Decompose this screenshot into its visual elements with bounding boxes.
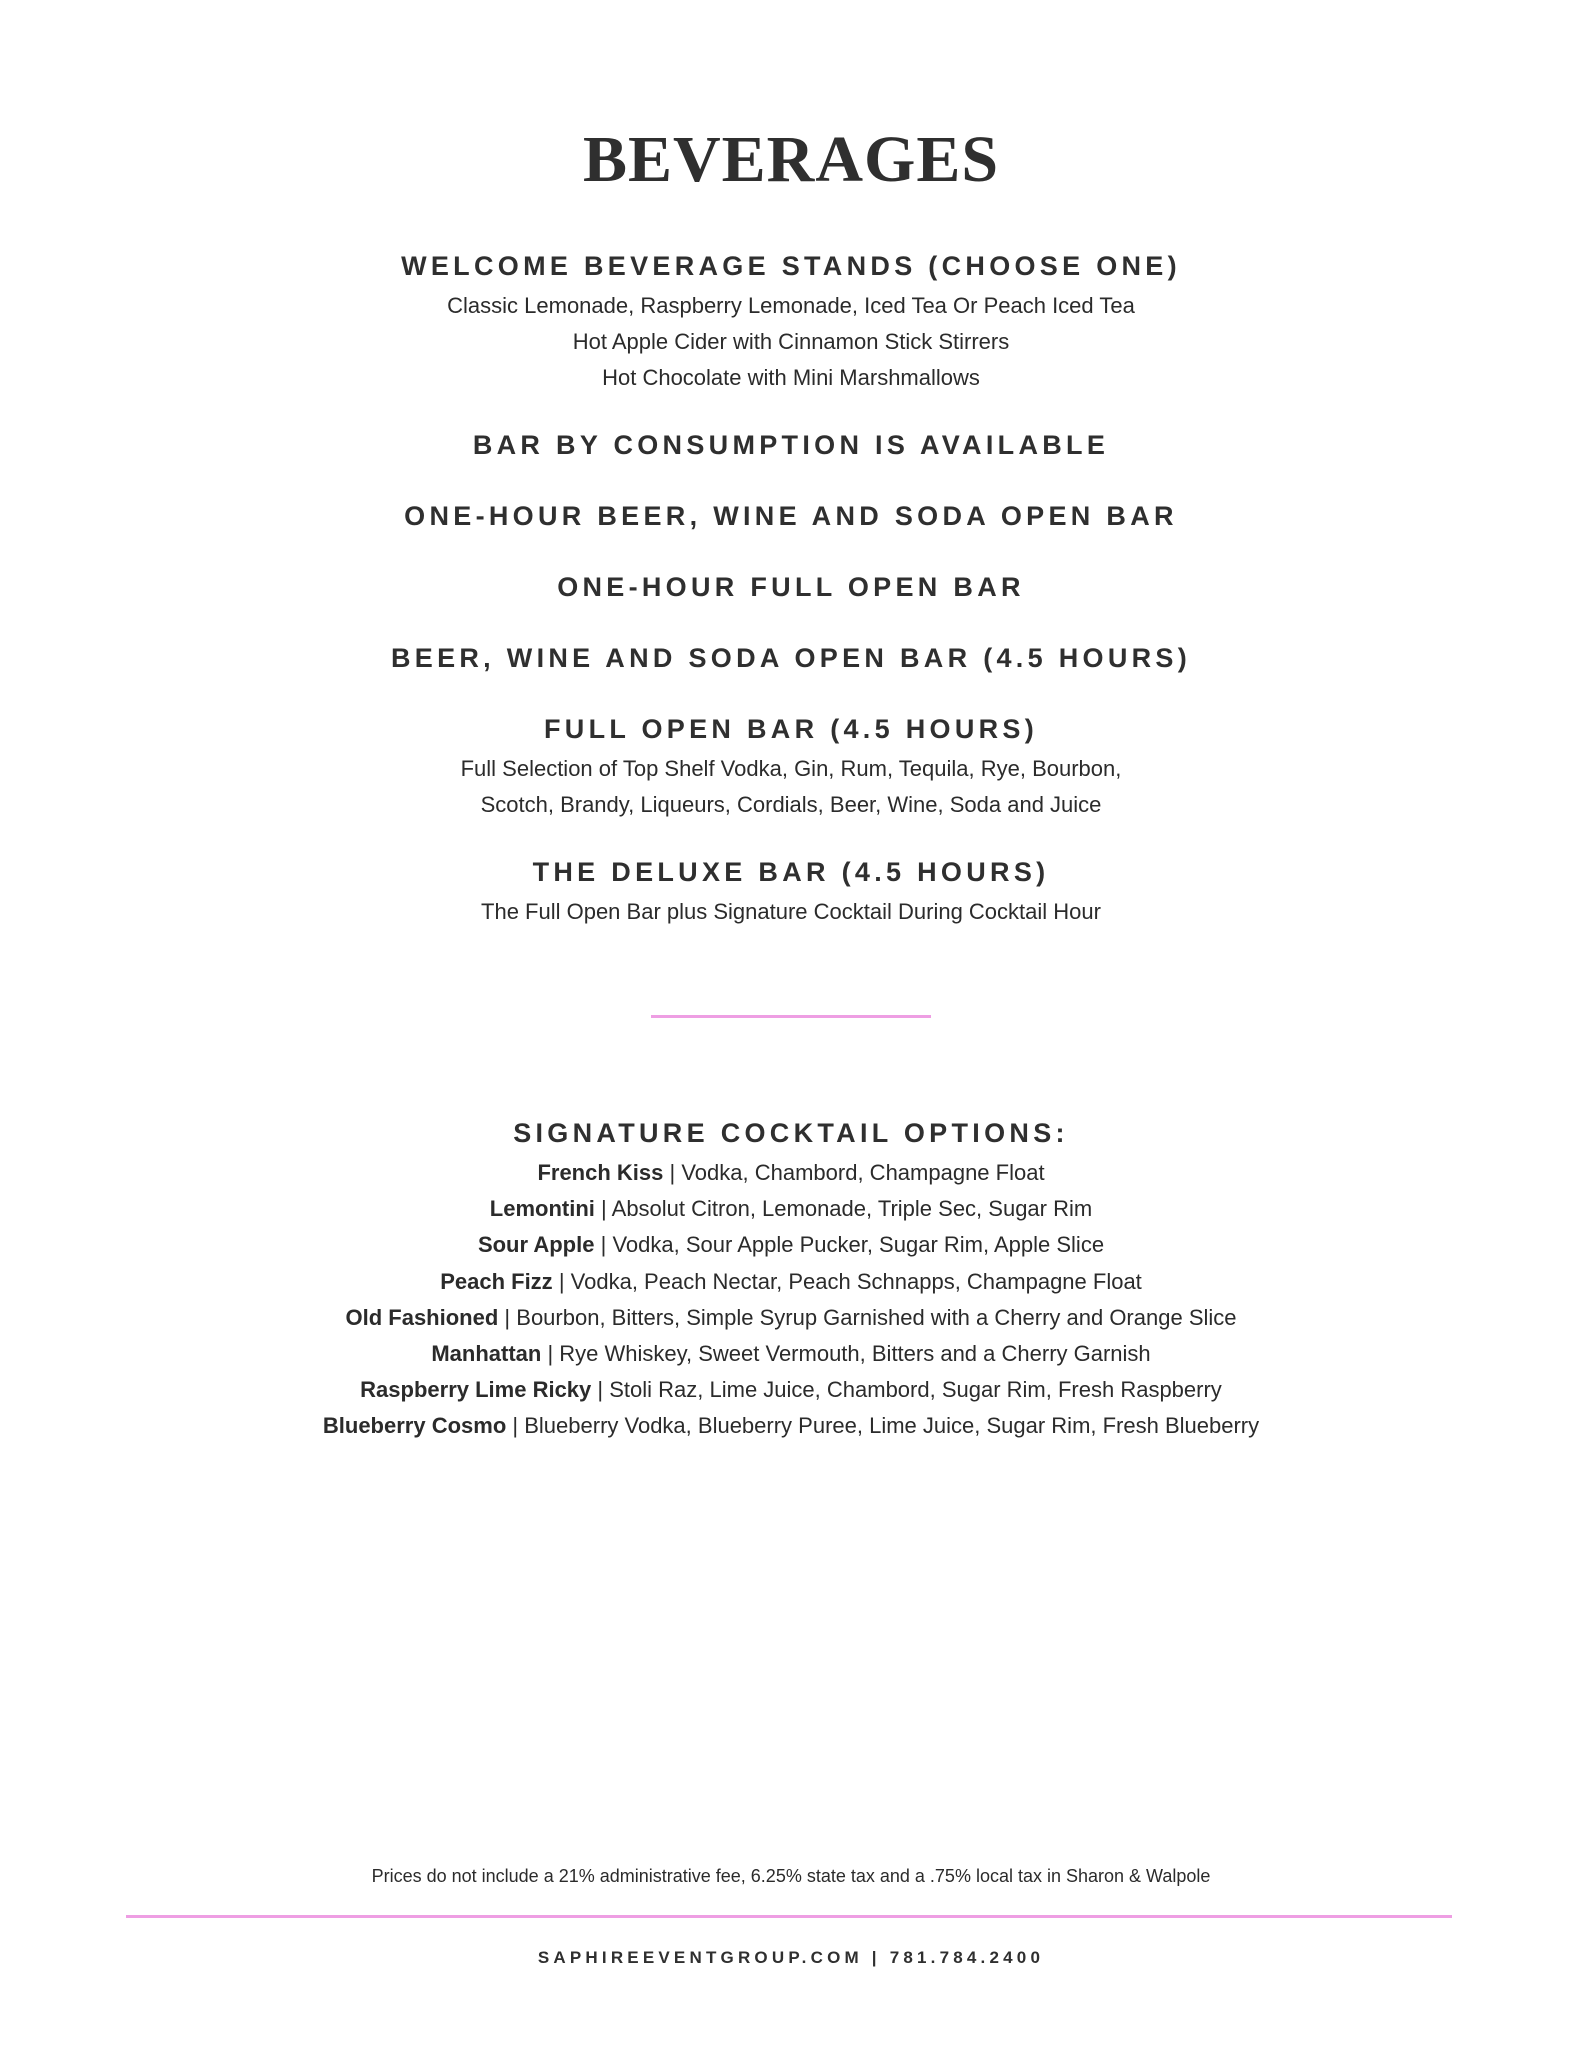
footer-separator: |	[871, 1948, 881, 1967]
cocktail-description: Vodka, Sour Apple Pucker, Sugar Rim, Apple Slice	[612, 1232, 1105, 1258]
cocktail-item	[0, 1191, 1582, 1227]
pricing-disclaimer: Prices do not include a 21% administrative fee, 6.25% state tax and a .75% local tax in Sharon & Walpole	[371, 1866, 1211, 1886]
section-deluxe-bar	[0, 850, 1582, 930]
cocktail-separator: |	[558, 1268, 565, 1294]
cocktail-separator: |	[601, 1196, 607, 1222]
section-divider	[651, 1015, 931, 1018]
cocktail-item	[0, 1336, 1582, 1372]
page-title: BEVERAGES	[582, 123, 1000, 196]
cocktail-separator: |	[547, 1341, 554, 1367]
section-bar-by-consumption	[0, 423, 1582, 467]
section-beer-wine-soda-open-bar	[0, 636, 1582, 680]
menu-content	[0, 244, 1582, 1445]
section-heading: SIGNATURE COCKTAIL OPTIONS:	[513, 1118, 1069, 1148]
cocktail-name: French Kiss	[537, 1160, 664, 1185]
section-full-open-bar	[0, 707, 1582, 823]
cocktail-description: Stoli Raz, Lime Juice, Chambord, Sugar Rim, Fresh Raspberry	[609, 1377, 1222, 1403]
phone-number[interactable]: 781.784.2400	[889, 1948, 1045, 1967]
footer-contact	[0, 1948, 1582, 1968]
cocktail-name: Old Fashioned	[345, 1304, 499, 1330]
signature-cocktails	[0, 1111, 1582, 1445]
section-line: Hot Chocolate with Mini Marshmallows	[602, 365, 980, 390]
cocktail-description: Bourbon, Bitters, Simple Syrup Garnished with a Cherry and Orange Slice	[516, 1304, 1237, 1330]
cocktail-item	[0, 1155, 1582, 1191]
cocktail-separator: |	[512, 1413, 519, 1439]
section-line: Scotch, Brandy, Liqueurs, Cordials, Beer, Wine, Soda and Juice	[480, 792, 1102, 817]
section-heading: BEER, WINE AND SODA OPEN BAR (4.5 HOURS)	[390, 643, 1192, 673]
cocktail-separator: |	[600, 1232, 607, 1258]
section-one-hour-full-open-bar	[0, 565, 1582, 609]
section-heading: ONE-HOUR BEER, WINE AND SODA OPEN BAR	[404, 501, 1178, 531]
section-heading: THE DELUXE BAR (4.5 HOURS)	[532, 857, 1050, 887]
cocktail-item	[0, 1300, 1582, 1336]
cocktail-item	[0, 1372, 1582, 1408]
cocktail-list	[0, 1155, 1582, 1445]
cocktail-item	[0, 1408, 1582, 1444]
cocktail-description: Absolut Citron, Lemonade, Triple Sec, Sugar Rim	[611, 1196, 1093, 1222]
cocktail-name: Manhattan	[431, 1341, 542, 1367]
section-heading: ONE-HOUR FULL OPEN BAR	[557, 572, 1025, 602]
section-line: Hot Apple Cider with Cinnamon Stick Stirrers	[572, 329, 1010, 354]
cocktail-description: Vodka, Chambord, Champagne Float	[681, 1160, 1045, 1185]
cocktail-description: Blueberry Vodka, Blueberry Puree, Lime Juice, Sugar Rim, Fresh Blueberry	[524, 1413, 1260, 1439]
cocktail-name: Lemontini	[489, 1196, 595, 1222]
cocktail-separator: |	[669, 1160, 676, 1185]
footer-divider	[126, 1915, 1452, 1918]
section-line: The Full Open Bar plus Signature Cocktail During Cocktail Hour	[481, 899, 1101, 924]
website-link[interactable]: SAPHIREEVENTGROUP.COM	[537, 1948, 863, 1967]
section-heading: WELCOME BEVERAGE STANDS (CHOOSE ONE)	[401, 251, 1181, 281]
section-welcome-beverages	[0, 244, 1582, 396]
section-one-hour-beer-wine-soda	[0, 494, 1582, 538]
cocktail-name: Sour Apple	[477, 1232, 595, 1258]
cocktail-name: Raspberry Lime Ricky	[360, 1377, 592, 1403]
section-heading: BAR BY CONSUMPTION IS AVAILABLE	[472, 430, 1110, 460]
cocktail-name: Blueberry Cosmo	[322, 1413, 507, 1439]
cocktail-item	[0, 1264, 1582, 1300]
section-line: Full Selection of Top Shelf Vodka, Gin, Rum, Tequila, Rye, Bourbon,	[460, 756, 1122, 781]
section-line: Classic Lemonade, Raspberry Lemonade, Iced Tea Or Peach Iced Tea	[447, 293, 1135, 318]
cocktail-separator: |	[597, 1377, 604, 1403]
cocktail-item	[0, 1227, 1582, 1263]
cocktail-separator: |	[504, 1304, 511, 1330]
cocktail-description: Rye Whiskey, Sweet Vermouth, Bitters and a Cherry Garnish	[559, 1341, 1151, 1367]
cocktail-description: Vodka, Peach Nectar, Peach Schnapps, Champagne Float	[570, 1268, 1142, 1294]
section-heading: FULL OPEN BAR (4.5 HOURS)	[543, 714, 1039, 744]
cocktail-name: Peach Fizz	[440, 1268, 553, 1294]
